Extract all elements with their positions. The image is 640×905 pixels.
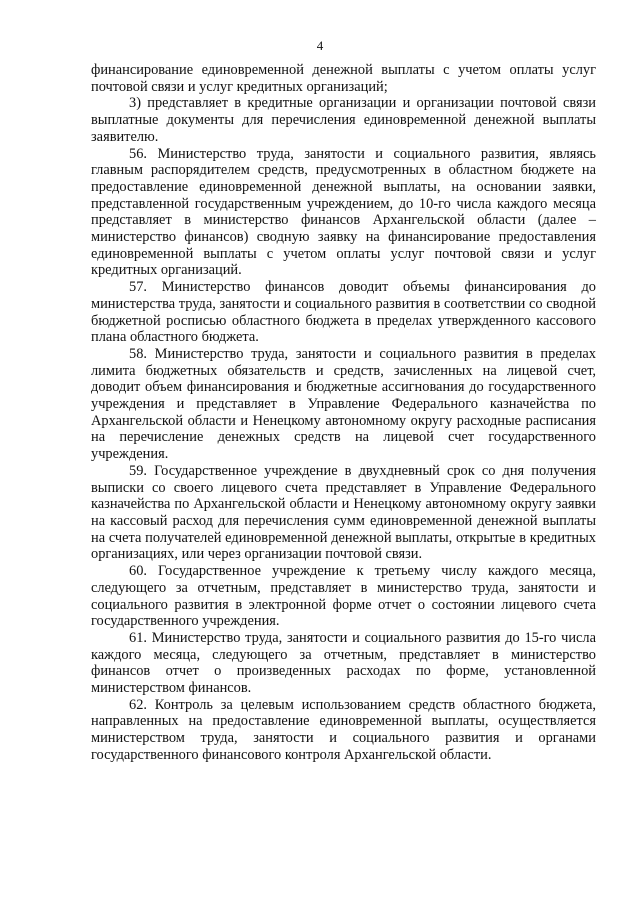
paragraph-57: 57. Министерство финансов доводит объемы финансирования до министерства труда, занятости и социального развития в соответствии со сводной бюджетной росписью областного бюджета в пределах утвержденного кассового плана областного бюджета. — [91, 279, 596, 346]
paragraph-58: 58. Министерство труда, занятости и социального развития в пределах лимита бюджетных обязательств и средств, зачисленных на лицевой счет, доводит объем финансирования и бюджетные ассигнования до государственного учреждения и представляет в Управление Федерального казначейства по Архангельской области и Ненецкому автономному округу расходные расписания на перечисление денежных средств на лицевой счет государственного учреждения. — [91, 345, 596, 463]
paragraph-56: 56. Министерство труда, занятости и социального развития, являясь главным распорядителем средств, предусмотренных в областном бюджете на предоставление единовременной денежной выплаты, на основании заявки, представленной государственным учреждением, до 10-го числа каждого месяца представляет в министерство финансов Архангельской области (далее – министерство финансов) сводную заявку на финансирование предоставления единовременной выплаты с учетом оплаты услуг почтовой связи и услуг кредитных организаций. — [91, 145, 596, 279]
paragraph-61: 61. Министерство труда, занятости и социального развития до 15-го числа каждого месяца, следующего за отчетным, представляет в министерство финансов отчет о произведенных расходах по форме, установленной министерством финансов. — [91, 629, 596, 697]
paragraph-62: 62. Контроль за целевым использованием средств областного бюджета, направленных на предоставление единовременной выплаты, осуществляется министерством труда, занятости и социального развития и органами государственного финансового контроля Архангельской области. — [91, 696, 596, 763]
paragraph-continuation: финансирование единовременной денежной выплаты с учетом оплаты услуг почтовой связи и услуг кредитных организаций; — [91, 62, 596, 95]
paragraph-59: 59. Государственное учреждение в двухдневный срок со дня получения выписки со своего лицевого счета представляет в Управление Федерального казначейства по Архангельской области и Ненецкому автономному округу заявки на кассовый расход для перечисления сумм единовременной денежной выплаты на счета получателей единовременной денежной выплаты, открытые в кредитных организациях, или через организации почтовой связи. — [91, 462, 596, 563]
page-number: 4 — [316, 38, 324, 53]
paragraph-item-3: 3) представляет в кредитные организации и организации почтовой связи выплатные документы для перечисления единовременной денежной выплаты заявителю. — [91, 95, 596, 145]
document-body — [91, 62, 596, 764]
paragraph-60: 60. Государственное учреждение к третьему числу каждого месяца, следующего за отчетным, представляет в министерство труда, занятости и социального развития в электронной форме отчет о состоянии лицевого счета государственного учреждения. — [91, 563, 596, 630]
